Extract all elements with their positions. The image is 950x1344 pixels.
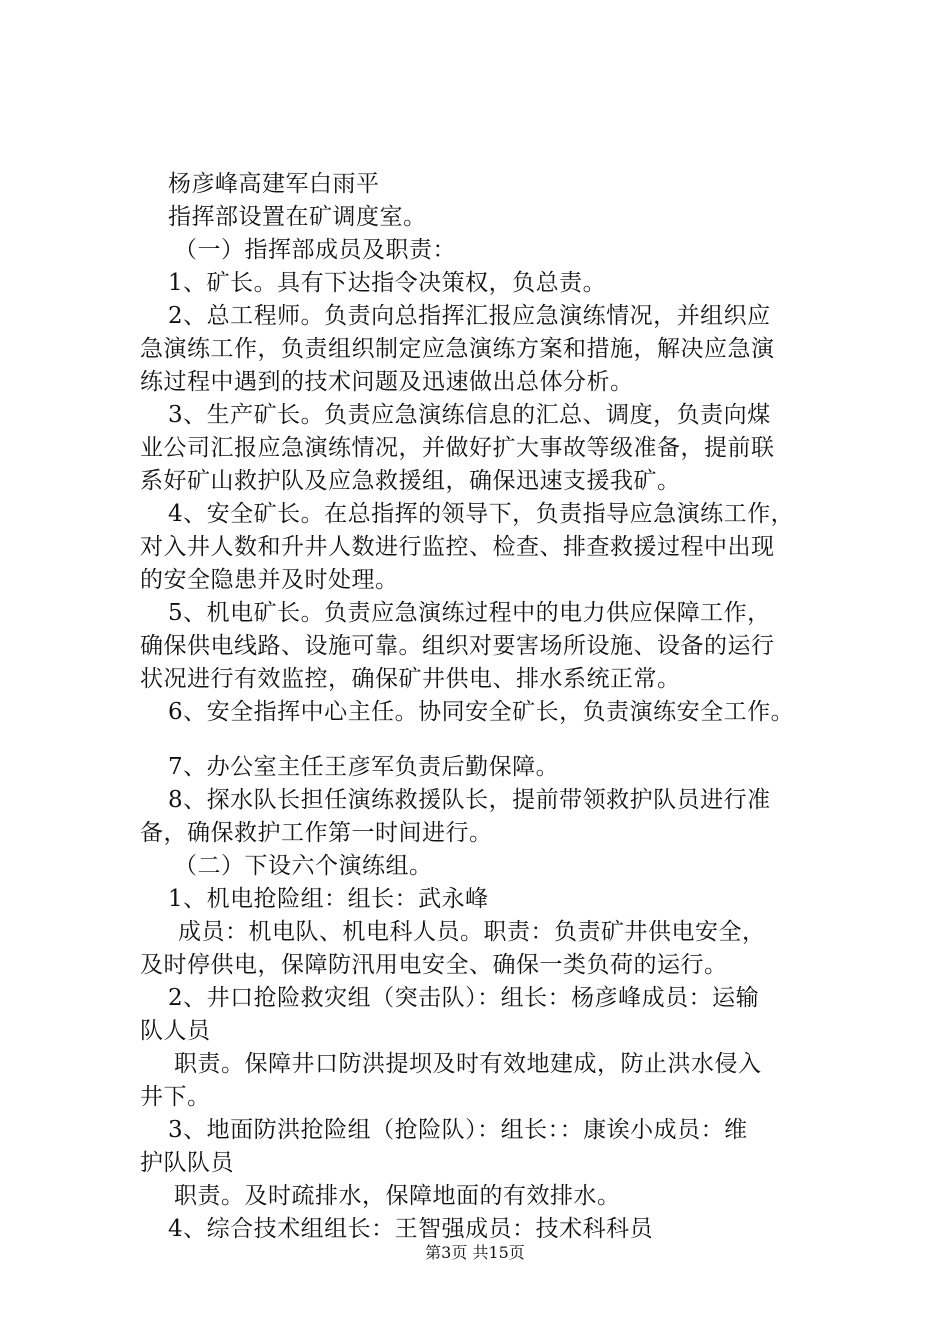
- paragraph-line: 业公司汇报应急演练情况，并做好扩大事故等级准备，提前联: [140, 435, 775, 461]
- paragraph-line: 4、安全矿长。在总指挥的领导下，负责指导应急演练工作，: [168, 501, 795, 527]
- paragraph-line: 备，确保救护工作第一时间进行。: [140, 820, 493, 846]
- page-number-footer: 第3页 共15页: [425, 1243, 525, 1262]
- paragraph-line: 1、矿长。具有下达指令决策权，负总责。: [168, 270, 607, 296]
- paragraph-line: 状况进行有效监控，确保矿井供电、排水系统正常。: [140, 666, 681, 692]
- paragraph-line: 2、总工程师。负责向总指挥汇报应急演练情况，并组织应: [168, 303, 771, 329]
- paragraph-line: 系好矿山救护队及应急救援组，确保迅速支援我矿。: [140, 468, 681, 494]
- paragraph-line: 成员：机电队、机电科人员。职责：负责矿井供电安全，: [178, 919, 766, 945]
- paragraph-line: 护队队员: [140, 1150, 234, 1176]
- document-body: [140, 168, 840, 1246]
- paragraph-line: 6、安全指挥中心主任。协同安全矿长，负责演练安全工作。: [168, 699, 795, 725]
- paragraph-line: 职责。保障井口防洪提坝及时有效地建成，防止洪水侵入: [174, 1051, 762, 1077]
- paragraph-line: 急演练工作，负责组织制定应急演练方案和措施，解决应急演: [140, 336, 775, 362]
- paragraph-line: 的安全隐患并及时处理。: [140, 567, 399, 593]
- paragraph-line: 3、生产矿长。负责应急演练信息的汇总、调度，负责向煤: [168, 402, 771, 428]
- paragraph-line: 职责。及时疏排水，保障地面的有效排水。: [174, 1183, 621, 1209]
- paragraph-line: 对入井人数和升井人数进行监控、检查、排查救援过程中出现: [140, 534, 775, 560]
- paragraph-line: 1、机电抢险组：组长：武永峰: [168, 886, 489, 912]
- section-heading: （一）指挥部成员及职责：: [174, 237, 456, 263]
- paragraph-gap: [140, 729, 840, 751]
- paragraph-line: 指挥部设置在矿调度室。: [168, 204, 427, 230]
- paragraph-line: 井下。: [140, 1084, 211, 1110]
- paragraph-line: 练过程中遇到的技术问题及迅速做出总体分析。: [140, 369, 634, 395]
- paragraph-line: 3、地面防洪抢险组（抢险队）：组长：：康诶小成员：维: [168, 1117, 748, 1143]
- paragraph-line: 杨彦峰高建军白雨平: [168, 171, 380, 197]
- paragraph-line: 确保供电线路、设施可靠。组织对要害场所设施、设备的运行: [140, 633, 775, 659]
- paragraph-line: 及时停供电，保障防汛用电安全、确保一类负荷的运行。: [140, 952, 728, 978]
- paragraph-line: 5、机电矿长。负责应急演练过程中的电力供应保障工作，: [168, 600, 771, 626]
- paragraph-line: 2、井口抢险救灾组（突击队）：组长：杨彦峰成员：运输: [168, 985, 760, 1011]
- paragraph-line: 7、办公室主任王彦军负责后勤保障。: [168, 754, 560, 780]
- paragraph-line: 队人员: [140, 1018, 211, 1044]
- paragraph-line: 4、综合技术组组长：王智强成员：技术科科员: [168, 1216, 654, 1242]
- section-heading: （二）下设六个演练组。: [174, 853, 433, 879]
- paragraph-line: 8、探水队长担任演练救援队长，提前带领救护队员进行准: [168, 787, 771, 813]
